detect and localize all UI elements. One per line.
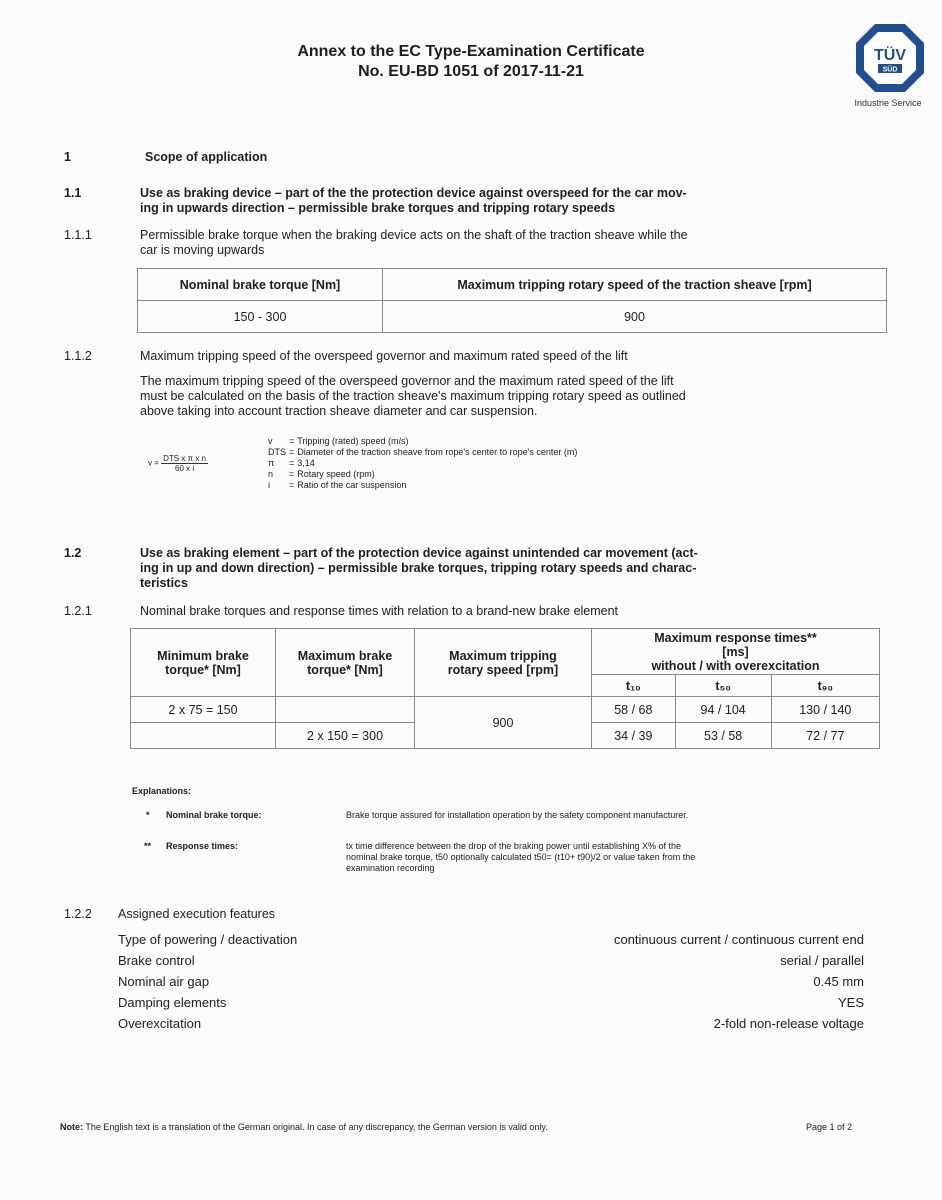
logo-sub: SÜD	[882, 66, 898, 74]
formula-fraction	[161, 454, 208, 473]
section-1-1-2-number: 1.1.2	[64, 349, 92, 363]
header-t10: t₁₀	[592, 675, 676, 697]
feature-value: 2-fold non-release voltage	[713, 1016, 864, 1031]
tuv-logo	[850, 22, 932, 108]
title-line-1: Annex to the EC Type-Examination Certificate	[297, 43, 645, 60]
section-1-1-1-text-line-1: Permissible brake torque when the braking device acts on the shaft of the traction sheave while the	[140, 228, 688, 242]
logo-text: TÜV	[874, 47, 906, 64]
formula-variable-row	[268, 447, 580, 458]
section-1-2-title	[140, 546, 900, 591]
formula-variables	[268, 436, 580, 491]
section-1-2-2-number: 1.2.2	[64, 907, 92, 921]
header-t50: t₅₀	[675, 675, 771, 697]
header-trip-line-1: Maximum tripping	[449, 648, 557, 663]
header-min-brake-torque	[131, 629, 276, 697]
feature-label: Overexcitation	[118, 1016, 202, 1031]
feature-value: serial / parallel	[780, 953, 864, 968]
formula-numerator: DTS x π x n	[163, 454, 206, 463]
formula-variable-sym: π	[268, 458, 275, 468]
explanation-1-mark: *	[146, 810, 150, 820]
section-1-1-1-text	[140, 228, 900, 258]
feature-row	[118, 971, 864, 992]
formula-variable-sym: v	[268, 436, 273, 446]
table-cell-max-rotary-speed: 900	[383, 301, 887, 333]
explanation-2-line-1: tx time difference between the drop of the braking power until establishing X% of the	[346, 841, 682, 851]
paragraph-line-1: The maximum tripping speed of the overspeed governor and the maximum rated speed of the lift	[140, 374, 674, 388]
formula-variable-eq: =	[289, 458, 295, 468]
footer-note	[60, 1122, 548, 1132]
feature-value: YES	[837, 995, 864, 1010]
formula-variable-row	[268, 480, 580, 491]
section-1-1-title-line-2: ing in upwards direction – permissible brake torques and tripping rotary speeds	[140, 201, 616, 215]
explanation-1-term: Nominal brake torque:	[166, 810, 262, 820]
row2-t50: 53 / 58	[675, 723, 771, 749]
section-1-1-title	[140, 186, 900, 216]
explanations-title: Explanations:	[132, 786, 192, 796]
brake-torque-table	[137, 268, 887, 333]
feature-label: Type of powering / deactivation	[118, 932, 298, 947]
speed-formula	[148, 454, 208, 473]
feature-label: Brake control	[118, 953, 195, 968]
section-1-2-1-number: 1.2.1	[64, 604, 92, 618]
explanation-2-text	[346, 841, 866, 874]
formula-variable-eq: =	[289, 469, 295, 479]
header-max-brake-torque	[276, 629, 415, 697]
header-max-line-1: Maximum brake	[297, 648, 393, 663]
section-1-2-1-text: Nominal brake torques and response times with relation to a brand-new brake element	[140, 604, 619, 618]
section-1-2-number: 1.2	[64, 546, 82, 560]
formula-variable-row	[268, 458, 580, 469]
feature-row	[118, 1013, 864, 1034]
formula-variable-sym: n	[268, 469, 274, 479]
formula-variable-eq: =	[289, 480, 295, 490]
explanation-2-term: Response times:	[166, 841, 239, 851]
formula-variable-desc: Ratio of the car suspension	[297, 480, 407, 490]
section-1-2-title-line-2: ing in up and down direction) – permissible brake torques, tripping rotary speeds and charac-	[140, 561, 697, 575]
formula-variable-desc: Rotary speed (rpm)	[297, 469, 375, 479]
section-1-1-number: 1.1	[64, 186, 82, 200]
row2-min-torque	[131, 723, 276, 749]
header-min-line-1: Minimum brake	[157, 648, 249, 663]
row1-t10: 58 / 68	[592, 697, 676, 723]
formula-variable-eq: =	[289, 447, 295, 457]
section-1-2-title-line-3: teristics	[140, 576, 188, 590]
header-t90: t₉₀	[771, 675, 879, 697]
section-1-1-2-heading: Maximum tripping speed of the overspeed governor and maximum rated speed of the lift	[140, 349, 628, 363]
section-1-1-1-text-line-2: car is moving upwards	[140, 243, 265, 257]
feature-row	[118, 929, 864, 950]
execution-features	[118, 929, 864, 1034]
paragraph-line-2: must be calculated on the basis of the traction sheave's maximum tripping rotary speed as outlined	[140, 389, 686, 403]
tripping-speed-cell: 900	[415, 697, 592, 749]
formula-lhs: v =	[148, 458, 159, 468]
footer-note-label: Note:	[60, 1122, 83, 1132]
row1-t90: 130 / 140	[771, 697, 879, 723]
section-1-1-2-paragraph	[140, 374, 900, 419]
section-1-1-1-number: 1.1.1	[64, 228, 92, 242]
row2-t10: 34 / 39	[592, 723, 676, 749]
row1-t50: 94 / 104	[675, 697, 771, 723]
section-1-number: 1	[64, 150, 71, 164]
title-line-2: No. EU-BD 1051 of 2017-11-21	[358, 63, 584, 80]
formula-variable-eq: =	[289, 436, 295, 446]
header-resp-line-1: Maximum response times**	[654, 630, 817, 645]
explanation-2-line-2: nominal brake torque, t50 optionally calculated t50= (t10+ t90)/2 or value taken from the	[346, 852, 696, 862]
page-number: Page 1 of 2	[806, 1122, 853, 1132]
formula-variable-row	[268, 469, 580, 480]
feature-row	[118, 992, 864, 1013]
header-trip-line-2: rotary speed [rpm]	[447, 662, 559, 677]
formula-variable-desc: Diameter of the traction sheave from rope's center to rope's center (m)	[297, 447, 578, 457]
tuv-octagon-icon	[854, 22, 926, 94]
section-1-title: Scope of application	[145, 150, 268, 164]
paragraph-line-3: above taking into account traction sheave diameter and car suspension.	[140, 404, 538, 418]
row1-min-torque: 2 x 75 = 150	[131, 697, 276, 723]
logo-caption: Industrie Service	[854, 98, 922, 108]
explanation-2-mark: **	[144, 841, 152, 851]
footer-note-text: The English text is a translation of the German original. In case of any discrepancy, the German version is valid only.	[85, 1122, 548, 1132]
document-title	[0, 42, 942, 82]
explanation-2-line-3: examination recording	[346, 863, 435, 873]
feature-value: continuous current / continuous current end	[613, 932, 864, 947]
header-max-response-times	[592, 629, 880, 675]
formula-variable-sym: DTS	[268, 447, 286, 457]
formula-variable-row	[268, 436, 580, 447]
formula-variable-desc: Tripping (rated) speed (m/s)	[297, 436, 409, 446]
feature-label: Damping elements	[118, 995, 227, 1010]
formula-variable-desc: 3,14	[297, 458, 315, 468]
feature-label: Nominal air gap	[118, 974, 210, 989]
feature-value: 0.45 mm	[813, 974, 864, 989]
formula-variable-sym: i	[268, 480, 270, 490]
row1-max-torque	[276, 697, 415, 723]
header-resp-line-3: without / with overexcitation	[651, 658, 820, 673]
section-1-1-title-line-1: Use as braking device – part of the the protection device against overspeed for the car mov-	[140, 186, 687, 200]
explanation-1-text: Brake torque assured for installation operation by the safety component manufacturer.	[346, 810, 689, 820]
table-cell-nominal-torque: 150 - 300	[138, 301, 383, 333]
formula-denominator: 60 x i	[175, 464, 195, 473]
section-1-2-2-title: Assigned execution features	[118, 907, 276, 921]
row2-max-torque: 2 x 150 = 300	[276, 723, 415, 749]
feature-row	[118, 950, 864, 971]
table-header-nominal-torque: Nominal brake torque [Nm]	[138, 269, 383, 301]
header-max-tripping-speed	[415, 629, 592, 697]
header-max-line-2: torque* [Nm]	[307, 662, 383, 677]
response-times-table	[130, 628, 880, 749]
header-resp-line-2: [ms]	[722, 644, 749, 659]
section-1-2-title-line-1: Use as braking element – part of the protection device against unintended car movement (act-	[140, 546, 698, 560]
table-header-max-rotary-speed: Maximum tripping rotary speed of the traction sheave [rpm]	[383, 269, 887, 301]
row2-t90: 72 / 77	[771, 723, 879, 749]
header-min-line-2: torque* [Nm]	[165, 662, 241, 677]
